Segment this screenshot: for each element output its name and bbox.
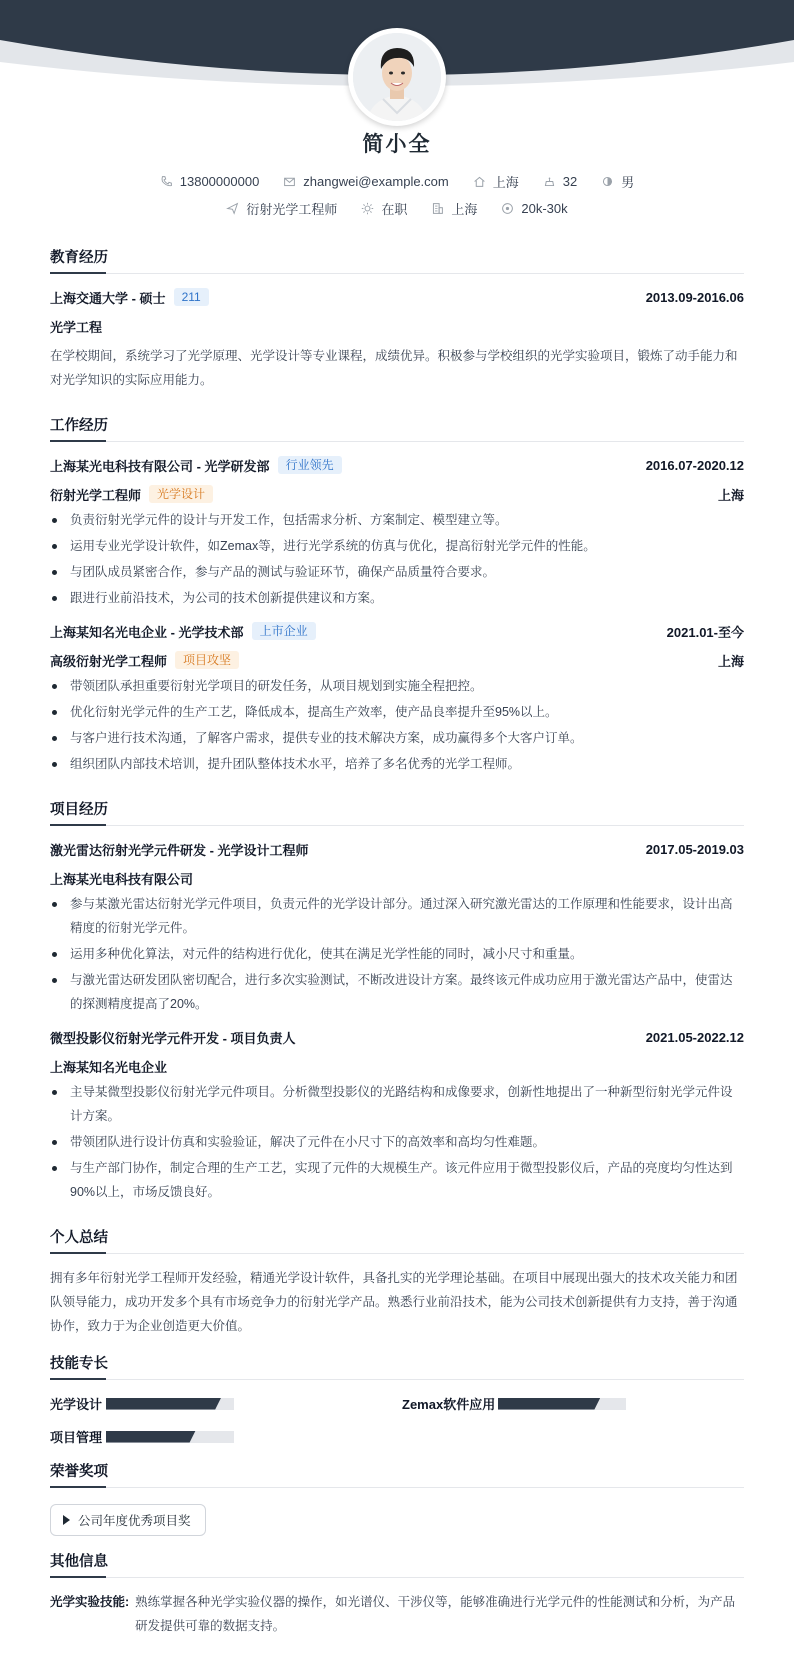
job-role: 衍射光学工程师 xyxy=(50,487,142,503)
job-intent-row xyxy=(0,199,794,218)
list-item: 带领团队承担重要衍射光学项目的研发任务，从项目规划到实施全程把控。 xyxy=(50,674,744,698)
age-text: 32 xyxy=(562,174,578,189)
skill-item xyxy=(402,1394,744,1413)
list-item: 负责衍射光学元件的设计与开发工作，包括需求分析、方案制定、模型建立等。 xyxy=(50,508,744,532)
contact-email xyxy=(283,172,448,191)
intent-position xyxy=(226,199,337,218)
school-tag: 211 xyxy=(174,288,209,306)
send-icon xyxy=(226,202,239,215)
play-icon xyxy=(63,1515,70,1525)
major-text: 光学工程 xyxy=(50,319,103,335)
skill-bar-fill xyxy=(106,1431,196,1443)
phone-text: 13800000000 xyxy=(179,174,260,189)
skill-name: 项目管理 xyxy=(50,1430,103,1445)
age-icon xyxy=(543,175,556,188)
mail-icon xyxy=(283,175,296,188)
list-item: 与激光雷达研发团队密切配合，进行多次实验测试，不断改进设计方案。最终该元件成功应用于激光雷达产品中，使雷达的探测精度提高了20%。 xyxy=(50,968,744,1016)
job-entry xyxy=(50,454,744,610)
skill-item xyxy=(50,1394,402,1413)
contact-location xyxy=(473,172,519,191)
job-entry xyxy=(50,620,744,776)
job-role: 高级衍射光学工程师 xyxy=(50,653,168,669)
skills-title: 技能专长 xyxy=(50,1352,744,1380)
list-item: 运用多种优化算法，对元件的结构进行优化，使其在满足光学性能的同时，减小尺寸和重量。 xyxy=(50,942,744,966)
job-company-tag: 上市企业 xyxy=(252,622,316,640)
project-date: 2021.05-2022.12 xyxy=(645,1029,744,1045)
skill-bar-fill xyxy=(106,1398,221,1410)
contact-phone xyxy=(160,172,260,191)
contact-row xyxy=(0,172,794,191)
education-header xyxy=(50,286,744,308)
status-icon xyxy=(361,202,374,215)
project-header xyxy=(50,838,744,860)
list-item: 组织团队内部技术培训，提升团队整体技术水平，培养了多名优秀的光学工程师。 xyxy=(50,752,744,776)
project-entry xyxy=(50,1026,744,1204)
list-item: 主导某微型投影仪衍射光学元件项目。分析微型投影仪的光路结构和成像要求，创新性地提出了一种新型衍射光学元件设计方案。 xyxy=(50,1080,744,1128)
job-role-row xyxy=(50,484,744,504)
project-date: 2017.05-2019.03 xyxy=(645,841,744,857)
list-item: 参与某激光雷达衍射光学元件项目，负责元件的光学设计部分。通过深入研究激光雷达的工作原理和性能要求，设计出高精度的衍射光学元件。 xyxy=(50,892,744,940)
candidate-name: 简小全 xyxy=(362,133,432,156)
contact-age xyxy=(543,172,577,191)
skill-name: 光学设计 xyxy=(50,1397,103,1412)
education-title: 教育经历 xyxy=(50,246,744,274)
list-item: 与生产部门协作，制定合理的生产工艺，实现了元件的大规模生产。该元件应用于微型投影仪后，产品的亮度均匀性达到90%以上，市场反馈良好。 xyxy=(50,1156,744,1204)
job-city: 上海 xyxy=(717,487,744,503)
job-date: 2021.01-至今 xyxy=(666,624,744,640)
summary-title: 个人总结 xyxy=(50,1226,744,1254)
contact-gender xyxy=(601,172,634,191)
skills-section xyxy=(50,1352,744,1446)
job-header xyxy=(50,620,744,642)
school-name: 上海交通大学 - 硕士 xyxy=(50,290,166,306)
project-org-text: 上海某知名光电企业 xyxy=(50,1059,168,1075)
job-role-tag: 项目攻坚 xyxy=(175,651,239,669)
education-desc: 在学校期间，系统学习了光学原理、光学设计等专业课程，成绩优异。积极参与学校组织的光学实验项目，锻炼了动手能力和对光学知识的实际应用能力。 xyxy=(50,349,738,387)
intent-salary xyxy=(501,199,567,218)
other-text: 熟练掌握各种光学实验仪器的操作，如光谱仪、干涉仪等，能够准确进行光学元件的性能测试和分析，为产品研发提供可靠的数据支持。 xyxy=(135,1595,736,1633)
project-entry xyxy=(50,838,744,1016)
job-company-tag: 行业领先 xyxy=(278,456,342,474)
awards-title: 荣誉奖项 xyxy=(50,1460,744,1488)
job-company: 上海某光电科技有限公司 - 光学研发部 xyxy=(50,458,270,474)
gender-text: 男 xyxy=(621,175,635,190)
location-text: 上海 xyxy=(492,175,519,190)
other-item xyxy=(50,1590,744,1638)
project-items xyxy=(50,1080,744,1204)
project-org xyxy=(50,868,744,888)
project-org xyxy=(50,1056,744,1076)
email-text: zhangwei@example.com xyxy=(303,174,449,189)
list-item: 跟进行业前沿技术，为公司的技术创新提供建议和方案。 xyxy=(50,586,744,610)
award-item[interactable] xyxy=(50,1504,206,1536)
work-section xyxy=(50,414,744,776)
job-company: 上海某知名光电企业 - 光学技术部 xyxy=(50,624,244,640)
job-duties xyxy=(50,674,744,776)
intent-position-text: 衍射光学工程师 xyxy=(246,202,338,217)
salary-icon xyxy=(501,202,514,215)
other-label: 光学实验技能: xyxy=(50,1595,130,1609)
summary-section xyxy=(50,1226,744,1338)
award-name: 公司年度优秀项目奖 xyxy=(78,1514,191,1528)
skill-bar xyxy=(106,1398,234,1410)
skill-name: Zemax软件应用 xyxy=(402,1397,496,1412)
project-items xyxy=(50,892,744,1016)
other-section xyxy=(50,1550,744,1638)
summary-text: 拥有多年衍射光学工程师开发经验，精通光学设计软件，具备扎实的光学理论基础。在项目中展现出强大的技术攻关能力和团队领导能力，成功开发多个具有市场竞争力的衍射光学产品。熟悉行业前沿技术，能为公司技术创新提供有力支持，善于沟通协作，致力于为企业创造更大价值。 xyxy=(50,1271,738,1333)
job-header xyxy=(50,454,744,476)
gender-icon xyxy=(601,175,614,188)
job-role-row xyxy=(50,650,744,670)
skill-bar xyxy=(498,1398,626,1410)
projects-title: 项目经历 xyxy=(50,798,744,826)
avatar xyxy=(348,28,446,126)
intent-status xyxy=(361,199,407,218)
project-name: 激光雷达衍射光学元件研发 - 光学设计工程师 xyxy=(50,842,309,858)
avatar-photo xyxy=(353,33,441,121)
building-icon xyxy=(431,202,444,215)
project-org-text: 上海某光电科技有限公司 xyxy=(50,871,194,887)
projects-section xyxy=(50,798,744,1204)
list-item: 优化衍射光学元件的生产工艺，降低成本，提高生产效率，使产品良率提升至95%以上。 xyxy=(50,700,744,724)
project-header xyxy=(50,1026,744,1048)
skills-grid xyxy=(50,1392,744,1446)
education-date: 2013.09-2016.06 xyxy=(645,289,744,305)
skill-bar-fill xyxy=(498,1398,600,1410)
job-duties xyxy=(50,508,744,610)
list-item: 运用专业光学设计软件，如Zemax等，进行光学系统的仿真与优化，提高衍射光学元件的性能。 xyxy=(50,534,744,558)
skill-item xyxy=(50,1427,402,1446)
home-icon xyxy=(473,175,486,188)
education-major xyxy=(50,316,744,336)
work-title: 工作经历 xyxy=(50,414,744,442)
list-item: 带领团队进行设计仿真和实验验证，解决了元件在小尺寸下的高效率和高均匀性难题。 xyxy=(50,1130,744,1154)
intent-city-text: 上海 xyxy=(451,202,478,217)
job-role-tag: 光学设计 xyxy=(149,485,213,503)
intent-city xyxy=(431,199,477,218)
list-item: 与团队成员紧密合作，参与产品的测试与验证环节，确保产品质量符合要求。 xyxy=(50,560,744,584)
other-title: 其他信息 xyxy=(50,1550,744,1578)
resume-content xyxy=(50,246,744,1652)
awards-section xyxy=(50,1460,744,1536)
skill-bar xyxy=(106,1431,234,1443)
list-item: 与客户进行技术沟通，了解客户需求，提供专业的技术解决方案，成功赢得多个大客户订单。 xyxy=(50,726,744,750)
education-section xyxy=(50,246,744,392)
job-city: 上海 xyxy=(717,653,744,669)
job-date: 2016.07-2020.12 xyxy=(645,457,744,473)
project-name: 微型投影仪衍射光学元件开发 - 项目负责人 xyxy=(50,1030,296,1046)
intent-status-text: 在职 xyxy=(381,202,408,217)
intent-salary-text: 20k-30k xyxy=(521,201,568,216)
phone-icon xyxy=(160,175,173,188)
